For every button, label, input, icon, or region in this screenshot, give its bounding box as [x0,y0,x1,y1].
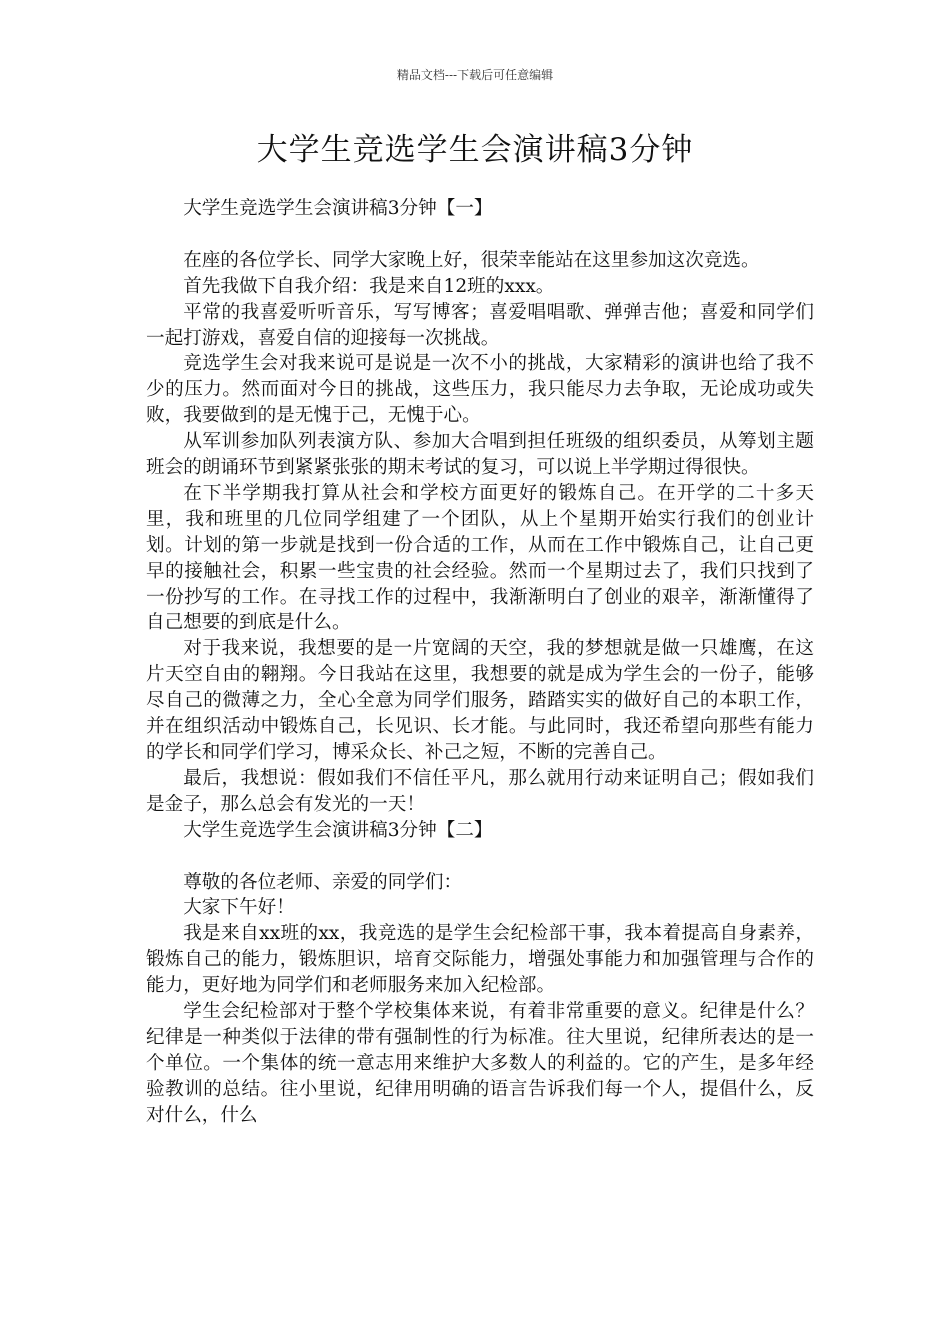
document-body [146,196,814,1129]
paragraph: 在座的各位学长、同学大家晚上好，很荣幸能站在这里参加这次竞选。 [183,249,760,271]
paragraph: 首先我做下自我介绍：我是来自12班的xxx。 [183,275,555,297]
paragraph: 我是来自xx班的xx，我竞选的是学生会纪检部干事，我本着提高自身素养，锻炼自己的能力，锻炼胆识，培育交际能力，增强处事能力和加强管理与合作的能力，更好地为同学们和老师服务来加入纪检部。 [146,923,814,997]
paragraph: 学生会纪检部对于整个学校集体来说，有着非常重要的意义。纪律是什么？纪律是一种类似于法律的带有强制性的行为标准。往大里说，纪律所表达的是一个单位。一个集体的统一意志用来维护大多数人的利益的。它的产生，是多年经验教训的总结。往小里说，纪律用明确的语言告诉我们每一个人，提倡什么，反对什么，什么 [146,1001,814,1126]
document-title: 大学生竞选学生会演讲稿3分钟 [256,132,694,168]
section-heading: 大学生竞选学生会演讲稿3分钟【一】 [183,198,493,219]
paragraph: 从军训参加队列表演方队、参加大合唱到担任班级的组织委员，从筹划主题班会的朗诵环节到紧紧张张的期末考试的复习，可以说上半学期过得很快。 [146,431,814,479]
paragraph: 对于我来说，我想要的是一片宽阔的天空，我的梦想就是做一只雄鹰，在这片天空自由的翱翔。今日我站在这里，我想要的就是成为学生会的一份子，能够尽自己的微薄之力，全心全意为同学们服务，踏踏实实的做好自己的本职工作，并在组织活动中锻炼自己，长见识、长才能。与此同时，我还希望向那些有能力的学长和同学们学习，博采众长、补己之短，不断的完善自己。 [146,638,814,764]
paragraph: 平常的我喜爱听听音乐，写写博客；喜爱唱唱歌、弹弹吉他；喜爱和同学们一起打游戏，喜爱自信的迎接每一次挑战。 [146,301,814,349]
paragraph: 尊敬的各位老师、亲爱的同学们： [183,871,463,893]
paragraph: 竞选学生会对我来说可是说是一次不小的挑战，大家精彩的演讲也给了我不少的压力。然而面对今日的挑战，这些压力，我只能尽力去争取，无论成功或失败，我要做到的是无愧于己，无愧于心。 [146,353,814,427]
section-heading: 大学生竞选学生会演讲稿3分钟【二】 [183,819,493,841]
page-header: 精品文档---下载后可任意编辑 [396,68,554,82]
paragraph: 大家下午好！ [183,897,295,919]
paragraph: 最后，我想说：假如我们不信任平凡，那么就用行动来证明自己；假如我们是金子，那么总会有发光的一天！ [146,767,814,815]
paragraph: 在下半学期我打算从社会和学校方面更好的锻炼自己。在开学的二十多天里，我和班里的几位同学组建了一个团队，从上个星期开始实行我们的创业计划。计划的第一步就是找到一份合适的工作，从而在工作中锻炼自己，让自己更早的接触社会，积累一些宝贵的社会经验。然而一个星期过去了，我们只找到了一份抄写的工作。在寻找工作的过程中，我渐渐明白了创业的艰辛，渐渐懂得了自己想要的到底是什么。 [146,482,814,634]
